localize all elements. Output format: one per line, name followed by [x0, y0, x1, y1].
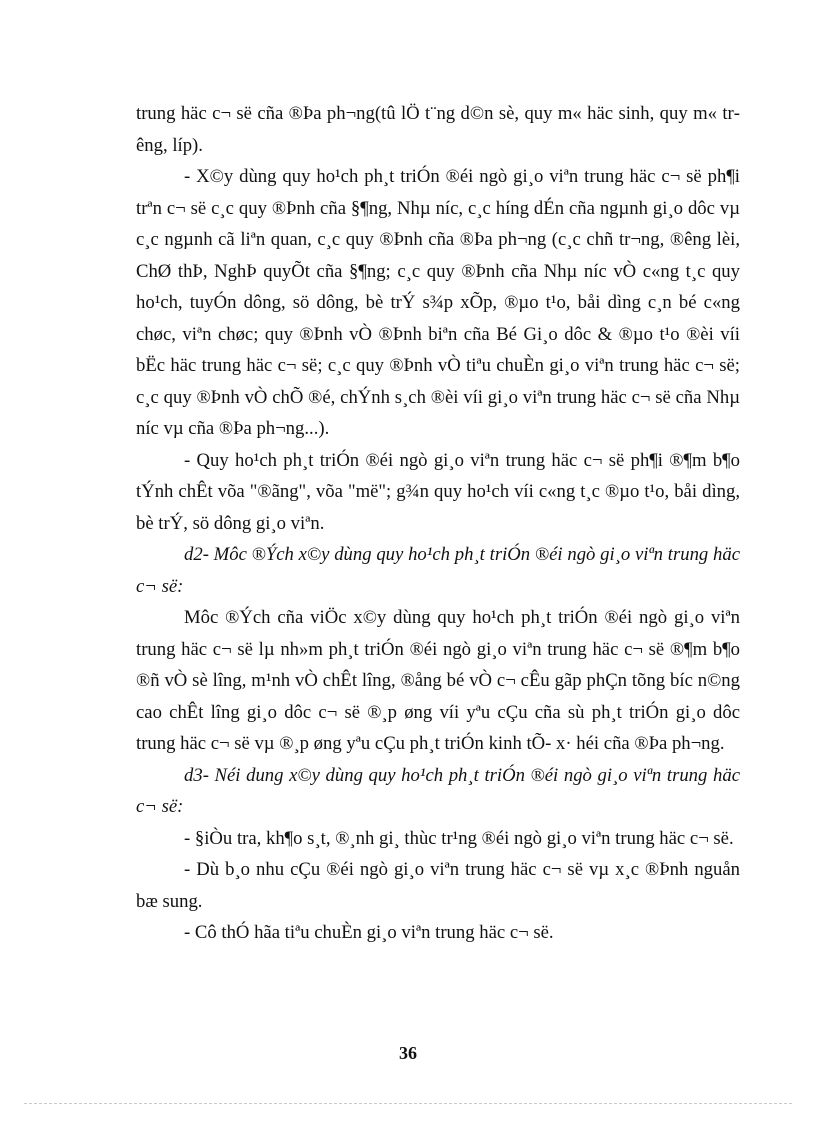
- list-item-standards: - Cô thÓ hãa tiªu chuÈn gi¸o viªn trung häc c¬ së.: [184, 922, 554, 943]
- page-body: [136, 98, 740, 949]
- paragraph-continuation: trung häc c¬ së cña ®Þa ph¬ng(tû lÖ t¨ng d©n sè, quy m« häc sinh, quy m« trêng, líp).: [136, 103, 740, 156]
- heading-d2: d2- Môc ®Ých x©y dùng quy ho¹ch ph¸t triÓn ®éi ngò gi¸o viªn trung häc c¬ së:: [136, 544, 740, 597]
- paragraph-d2-purpose: Môc ®Ých cña viÖc x©y dùng quy ho¹ch ph¸t triÓn ®éi ngò gi¸o viªn trung häc c¬ së lµ nh»m ph¸t triÓn ®éi ngò gi¸o viªn trung häc c¬ së ®¶m b¶o ®ñ vÒ sè lîng, m¹nh vÒ chÊt lîng, ®ång bé vÒ c¬ cÊu gãp phÇn tõng bíc n©ng cao chÊt lîng gi¸o dôc c¬ së ®¸p øng víi yªu cÇu cña sù ph¸t triÓn gi¸o dôc trung häc c¬ së vµ ®¸p øng yªu cÇu ph¸t triÓn kinh tÕ- x· héi cña ®Þa ph¬ng.: [136, 607, 740, 754]
- list-item-forecast: - Dù b¸o nhu cÇu ®éi ngò gi¸o viªn trung häc c¬ së vµ x¸c ®Þnh nguån bæ sung.: [136, 859, 740, 912]
- bottom-divider: [24, 1103, 792, 1104]
- paragraph-planning-nature: - Quy ho¹ch ph¸t triÓn ®éi ngò gi¸o viªn trung häc c¬ së ph¶i ®¶m b¶o tÝnh chÊt võa "®ãng", võa "më"; g¾n quy ho¹ch víi c«ng t¸c ®µo t¹o, båi dìng, bè trÝ, sö dông gi¸o viªn.: [136, 449, 740, 534]
- list-item-survey: - §iÒu tra, kh¶o s¸t, ®¸nh gi¸ thùc tr¹ng ®éi ngò gi¸o viªn trung häc c¬ së.: [184, 827, 734, 849]
- page-number: 36: [399, 1043, 417, 1063]
- paragraph-planning-basis: - X©y dùng quy ho¹ch ph¸t triÓn ®éi ngò gi¸o viªn trung häc c¬ së ph¶i trªn c¬ së c¸c quy ®Þnh cña §¶ng, Nhµ níc, c¸c híng dÉn cña ngµnh gi¸o dôc vµ c¸c ngµnh cã liªn quan, c¸c quy ®Þnh cña ®Þa ph¬ng (c¸c chñ tr¬ng, ®êng lèi, ChØ thÞ, NghÞ quyÕt cña §¶ng; c¸c quy ®Þnh cña Nhµ níc vÒ c«ng t¸c quy ho¹ch, tuyÓn dông, sö dông, bè trÝ s¾p xÕp, ®µo t¹o, båi dìng c¸n bé c«ng chøc, viªn chøc; quy ®Þnh vÒ ®Þnh biªn cña Bé Gi¸o dôc & ®µo t¹o ®èi víi bËc häc trung häc c¬ së; c¸c quy ®Þnh vÒ tiªu chuÈn gi¸o viªn trung häc c¬ së; c¸c quy ®Þnh vÒ chÕ ®é, chÝnh s¸ch ®èi víi gi¸o viªn trung häc c¬ së cña Nhµ níc vµ cña ®Þa ph¬ng...).: [136, 166, 740, 439]
- heading-d3: d3- Néi dung x©y dùng quy ho¹ch ph¸t triÓn ®éi ngò gi¸o viªn trung häc c¬ së:: [136, 764, 740, 817]
